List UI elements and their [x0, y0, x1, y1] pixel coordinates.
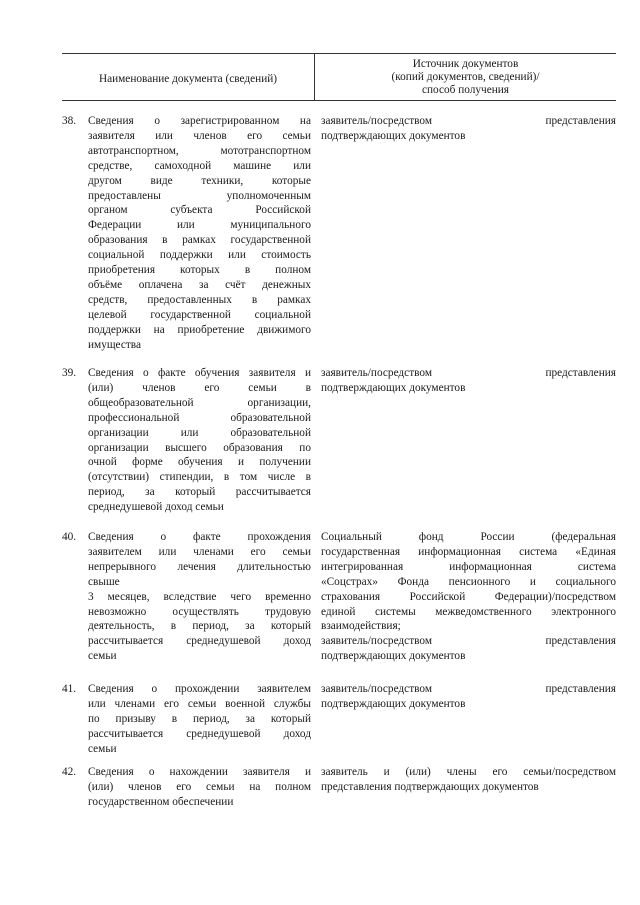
row-source: [321, 530, 616, 664]
name-line: образования в рамках государственной: [88, 234, 311, 247]
table-row: [62, 114, 616, 353]
source-line: заявитель/посредством представления: [321, 115, 616, 127]
name-line: заявителем или членами его семьи: [88, 545, 311, 558]
header-document-name: [62, 54, 315, 100]
name-line: среднедушевой доход семьи: [88, 501, 224, 514]
source-line: государственная информационная система «Единая: [321, 545, 616, 558]
header-col1-text: Наименование документа (сведений): [98, 73, 278, 85]
name-line: приобретения которых в полном: [88, 264, 311, 277]
name-line: непрерывного лечения длительностью: [88, 560, 311, 573]
source-line: подтверждающих документов: [321, 650, 466, 663]
row-source: [321, 114, 616, 353]
row-number: 39.: [62, 367, 77, 379]
name-line: по призыву в период, за который: [88, 712, 311, 725]
name-line: целевой государственной социальной: [88, 308, 311, 321]
row-document-name: [88, 765, 311, 810]
row-source: [321, 366, 616, 515]
name-line: Сведения о зарегистрированном на: [88, 115, 311, 127]
source-line: заявитель/посредством представления: [321, 683, 616, 695]
name-line: рассчитывается среднедушевой доход: [88, 635, 311, 648]
row-number: 41.: [62, 683, 77, 695]
name-line: организации или образовательной: [88, 426, 311, 439]
name-line: общеобразовательной организации,: [88, 396, 311, 409]
name-line: профессиональной образовательной: [88, 411, 311, 424]
table-row: [62, 765, 616, 810]
name-line: рассчитывается среднедушевой доход: [88, 727, 311, 740]
source-line: взаимодействия;: [321, 620, 401, 633]
source-line: интегрированная информационная система: [321, 560, 616, 573]
name-line: или членами его семьи военной службы: [88, 697, 311, 710]
table-row: [62, 366, 616, 515]
table-row: [62, 682, 616, 757]
name-line: Сведения о факте прохождения: [88, 531, 311, 543]
row-number: 38.: [62, 115, 77, 127]
name-line: невозможно осуществлять трудовую: [88, 605, 311, 618]
name-line: 3 месяцев, вследствие чего временно: [88, 590, 311, 603]
source-line: Социальный фонд России (федеральная: [321, 531, 616, 543]
name-line: (отсутствии) стипендии, в том числе в: [88, 471, 311, 484]
name-line: Сведения о прохождении заявителем: [88, 683, 311, 695]
name-line: деятельность, в период, за который: [88, 620, 311, 633]
name-line: средств, предоставленных в рамках: [88, 293, 311, 306]
header-col2-line: Источник документов: [412, 57, 519, 70]
source-line: подтверждающих документов: [321, 697, 466, 710]
row-document-name: [88, 682, 311, 757]
row-document-name: [88, 366, 311, 515]
source-line: заявитель/посредством представления: [321, 635, 616, 648]
row-number: 42.: [62, 766, 77, 778]
header-col2-line: способ получения: [421, 83, 510, 96]
name-line: свыше: [88, 575, 120, 588]
table-row: [62, 530, 616, 664]
name-line: (или) членов его семьи в: [88, 381, 311, 394]
name-line: семьи: [88, 742, 117, 755]
name-line: Федерации или муниципального: [88, 219, 311, 232]
name-line: очной форме обучения и получении: [88, 456, 311, 469]
name-line: (или) членов его семьи на полном: [88, 780, 311, 793]
source-line: подтверждающих документов: [321, 381, 466, 394]
name-line: другом виде техники, которые: [88, 174, 311, 187]
row-source: [321, 765, 616, 810]
header-source: [315, 54, 616, 100]
source-line: «Соцстрах» Фонда пенсионного и социального: [321, 575, 616, 588]
name-line: государственном обеспечении: [88, 795, 234, 808]
name-line: предоставлены уполномоченным: [88, 189, 311, 202]
row-source: [321, 682, 616, 757]
name-line: имущества: [88, 338, 141, 351]
name-line: семьи: [88, 650, 117, 663]
row-document-name: [88, 114, 311, 353]
source-line: единой системы межведомственного электронного: [321, 605, 616, 618]
name-line: Сведения о нахождении заявителя и: [88, 766, 311, 778]
row-document-name: [88, 530, 311, 664]
name-line: период, за который рассчитывается: [88, 486, 311, 499]
name-line: органом субъекта Российской: [88, 204, 311, 217]
name-line: поддержки на приобретение движимого: [88, 323, 311, 336]
name-line: организации высшего образования по: [88, 441, 311, 454]
name-line: автотранспортном, мототранспортном: [88, 144, 311, 157]
row-number: 40.: [62, 531, 77, 543]
name-line: социальной поддержки или стоимость: [88, 249, 311, 262]
name-line: Сведения о факте обучения заявителя и: [88, 367, 311, 379]
header-col2-line: (копий документов, сведений)/: [391, 70, 540, 83]
name-line: средстве, самоходной машине или: [88, 159, 311, 172]
source-line: заявитель/посредством представления: [321, 367, 616, 379]
source-line: представления подтверждающих документов: [321, 780, 539, 793]
source-line: подтверждающих документов: [321, 129, 466, 142]
table-header: [62, 53, 616, 101]
name-line: заявителя или членов его семьи: [88, 129, 311, 142]
source-line: страхования Российской Федерации)/посредством: [321, 590, 616, 603]
name-line: объёме оплачена за счёт денежных: [88, 278, 311, 291]
source-line: заявитель и (или) члены его семьи/посредством: [321, 766, 616, 778]
